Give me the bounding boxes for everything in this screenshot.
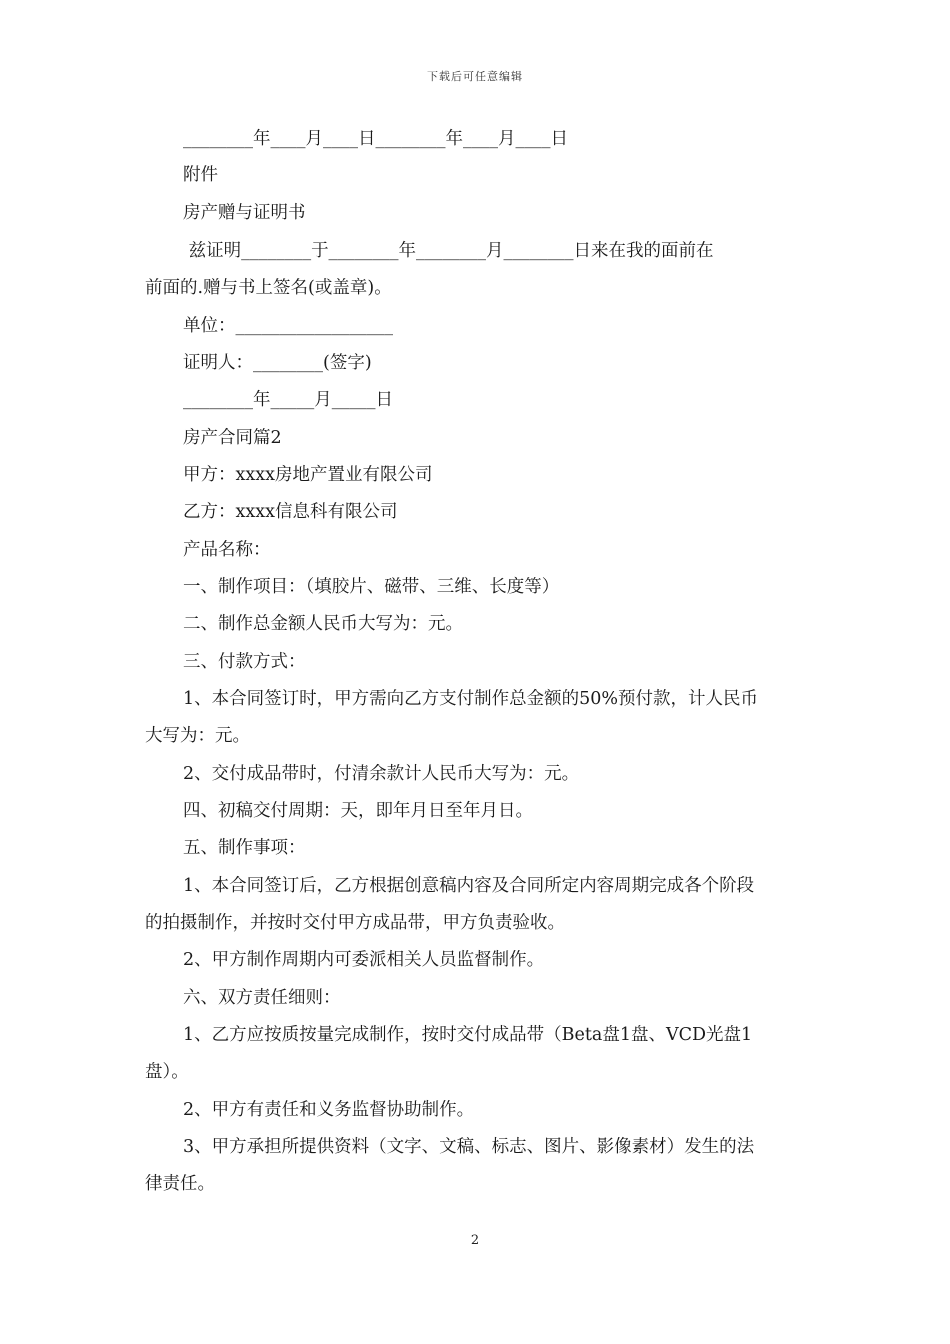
party-b-line: 乙方：xxxx信息科有限公司 bbox=[183, 502, 398, 522]
certificate-paragraph-line-1: 兹证明________于________年________月________日来在我的面前在 bbox=[183, 241, 714, 261]
payment-item-1-line-2: 大写为：元。 bbox=[145, 726, 250, 746]
payment-item-1-line-1: 1、本合同签订时，甲方需向乙方支付制作总金额的50%预付款，计人民币 bbox=[183, 689, 759, 709]
attachment-heading: 附件 bbox=[183, 165, 218, 185]
duty-item-3-line-1: 3、甲方承担所提供资料（文字、文稿、标志、图片、影像素材）发生的法 bbox=[183, 1137, 755, 1157]
clause-6-heading: 六、双方责任细则： bbox=[183, 988, 341, 1008]
witness-date-line: ________年_____月_____日 bbox=[183, 390, 393, 410]
clause-4-draft-cycle: 四、初稿交付周期：天，即年月日至年月日。 bbox=[183, 801, 533, 821]
duty-item-1-line-1: 1、乙方应按质按量完成制作，按时交付成品带（Beta盘1盘、VCD光盘1 bbox=[183, 1025, 753, 1045]
unit-line: 单位：__________________ bbox=[183, 316, 393, 336]
party-a-line: 甲方：xxxx房地产置业有限公司 bbox=[183, 465, 433, 485]
clause-1-production-items: 一、制作项目：（填胶片、磁带、三维、长度等） bbox=[183, 577, 560, 597]
witness-line: 证明人：________(签字) bbox=[183, 353, 372, 373]
payment-item-2: 2、交付成品带时，付清余款计人民币大写为：元。 bbox=[183, 764, 580, 784]
contract-2-heading: 房产合同篇2 bbox=[183, 428, 282, 448]
duty-item-1-line-2: 盘）。 bbox=[145, 1062, 189, 1082]
page-number: 2 bbox=[470, 1233, 480, 1248]
certificate-paragraph-line-2: 前面的.赠与书上签名(或盖章)。 bbox=[145, 278, 392, 298]
production-item-2: 2、甲方制作周期内可委派相关人员监督制作。 bbox=[183, 950, 545, 970]
production-item-1-line-2: 的拍摄制作，并按时交付甲方成品带，甲方负责验收。 bbox=[145, 913, 565, 933]
gift-certificate-title: 房产赠与证明书 bbox=[183, 203, 306, 223]
duty-item-2: 2、甲方有责任和义务监督协助制作。 bbox=[183, 1100, 475, 1120]
clause-5-heading: 五、制作事项： bbox=[183, 838, 306, 858]
production-item-1-line-1: 1、本合同签订后，乙方根据创意稿内容及合同所定内容周期完成各个阶段 bbox=[183, 876, 755, 896]
date-line-blanks: ________年____月____日________年____月____日 bbox=[183, 129, 568, 149]
clause-2-total-amount: 二、制作总金额人民币大写为：元。 bbox=[183, 614, 463, 634]
duty-item-3-line-2: 律责任。 bbox=[145, 1174, 215, 1194]
product-name-line: 产品名称： bbox=[183, 540, 271, 560]
clause-3-payment-heading: 三、付款方式： bbox=[183, 652, 306, 672]
page-header: 下载后可任意编辑 bbox=[427, 70, 523, 83]
